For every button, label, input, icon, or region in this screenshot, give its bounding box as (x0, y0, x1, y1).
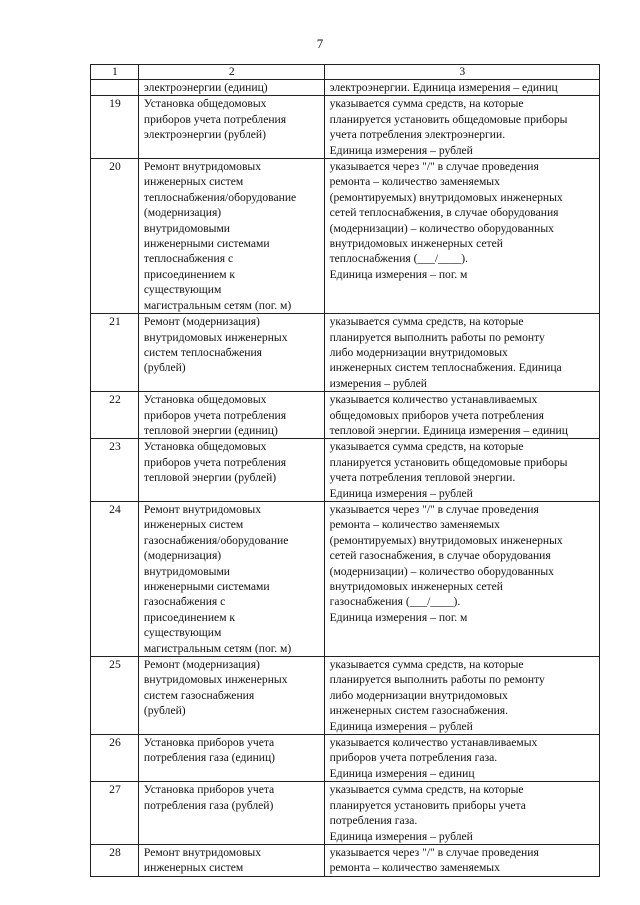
table-row (91, 439, 600, 502)
table-row (91, 80, 600, 96)
description-text: указывается сумма средств, на которые планируется установить приборы учета потребления газа. Единица измерения – рублей (329, 783, 526, 843)
row-description (324, 782, 599, 845)
row-description (324, 844, 599, 876)
indicator-text: Ремонт внутридомовых инженерных систем теплоснабжения/оборудование (модернизация) внутридомовыми инженерными системами теплоснабжения с присоединением к существующим магистральным сетям (пог. м) (143, 160, 297, 312)
indicator-text: Ремонт (модернизация) внутридомовых инженерных систем теплоснабжения (рублей) (143, 315, 288, 375)
row-number: 26 (91, 735, 139, 782)
description-text: указывается количество устанавливаемых общедомовых приборов учета потребления тепловой энергии. Единица измерения – единиц (329, 393, 568, 437)
description-text: указывается сумма средств, на которые планируется выполнить работы по ремонту либо модернизации внутридомовых инженерных систем теплоснабжения. Единица измерения – рублей (329, 315, 562, 390)
description-text: указывается через "/" в случае проведения ремонта – количество заменяемых (329, 845, 539, 875)
indicator-text: Ремонт (модернизация) внутридомовых инженерных систем газоснабжения (рублей) (143, 658, 288, 718)
row-number: 21 (91, 314, 139, 392)
row-number: 19 (91, 96, 139, 159)
row-description (324, 439, 599, 502)
description-text: указывается через "/" в случае проведения ремонта – количество заменяемых (ремонтируемых) внутридомовых инженерных сетей газоснабжения, в случае оборудования (модернизации) – количество оборудованных внутридомовых инженерных сетей газоснабжения (___/____). Единица измерения – пог. м (329, 502, 563, 624)
column-header-3: 3 (324, 65, 599, 80)
row-indicator (138, 80, 324, 96)
row-description (324, 735, 599, 782)
row-number: 22 (91, 392, 139, 439)
description-text: указывается количество устанавливаемых приборов учета потребления газа. Единица измерения – единиц (329, 736, 538, 780)
row-description (324, 159, 599, 314)
description-text: электроэнергии. Единица измерения – единиц (329, 81, 558, 94)
row-number: 28 (91, 844, 139, 876)
row-indicator (138, 844, 324, 876)
description-text: указывается сумма средств, на которые планируется установить общедомовые приборы учета потребления электроэнергии. Единица измерения – рублей (329, 97, 568, 157)
row-number: 20 (91, 159, 139, 314)
description-text: указывается сумма средств, на которые планируется установить общедомовые приборы учета потребления тепловой энергии. Единица измерения – рублей (329, 440, 568, 500)
row-number: 27 (91, 782, 139, 845)
row-indicator (138, 314, 324, 392)
description-text: указывается через "/" в случае проведения ремонта – количество заменяемых (ремонтируемых) внутридомовых инженерных сетей теплоснабжения, в случае оборудования (модернизации) – количество оборудованных внутридомовых инженерных сетей теплоснабжения (___/____). Единица измерения – пог. м (329, 160, 563, 281)
row-indicator (138, 657, 324, 735)
row-description (324, 657, 599, 735)
row-indicator (138, 96, 324, 159)
table-row (91, 735, 600, 782)
column-header-2: 2 (138, 65, 324, 80)
row-number: 25 (91, 657, 139, 735)
indicator-text: Установка общедомовых приборов учета потребления тепловой энергии (единиц) (143, 393, 287, 437)
row-indicator (138, 735, 324, 782)
indicator-text: Установка приборов учета потребления газа (единиц) (143, 736, 276, 765)
row-number: 24 (91, 501, 139, 656)
row-indicator (138, 501, 324, 656)
table-row (91, 844, 600, 876)
indicator-text: Установка общедомовых приборов учета потребления тепловой энергии (рублей) (143, 440, 287, 485)
row-description (324, 501, 599, 656)
row-description (324, 80, 599, 96)
row-description (324, 96, 599, 159)
table-row (91, 501, 600, 656)
table-header-row (91, 65, 600, 80)
indicator-text: Ремонт внутридомовых инженерных систем газоснабжения/оборудование (модернизация) внутридомовыми инженерными системами газоснабжения с присоединением к существующим магистральным сетям (пог. м) (143, 502, 292, 655)
row-indicator (138, 159, 324, 314)
row-indicator (138, 439, 324, 502)
row-indicator (138, 782, 324, 845)
row-number: 23 (91, 439, 139, 502)
row-indicator (138, 392, 324, 439)
row-description (324, 314, 599, 392)
row-number (91, 80, 139, 96)
indicator-text: Ремонт внутридомовых инженерных систем (143, 845, 262, 875)
page-number: 7 (316, 36, 324, 51)
table-row (91, 159, 600, 314)
indicator-text: электроэнергии (единиц) (143, 81, 268, 94)
table-row (91, 657, 600, 735)
table-row (91, 96, 600, 159)
indicator-text: Установка приборов учета потребления газа (рублей) (143, 783, 275, 812)
description-text: указывается сумма средств, на которые планируется выполнить работы по ремонту либо модернизации внутридомовых инженерных систем газоснабжения. Единица измерения – рублей (329, 658, 545, 733)
indicator-text: Установка общедомовых приборов учета потребления электроэнергии (рублей) (143, 97, 287, 142)
requirements-table (90, 64, 600, 877)
row-description (324, 392, 599, 439)
table-row (91, 782, 600, 845)
table-row (91, 392, 600, 439)
column-header-1: 1 (91, 65, 139, 80)
table-row (91, 314, 600, 392)
